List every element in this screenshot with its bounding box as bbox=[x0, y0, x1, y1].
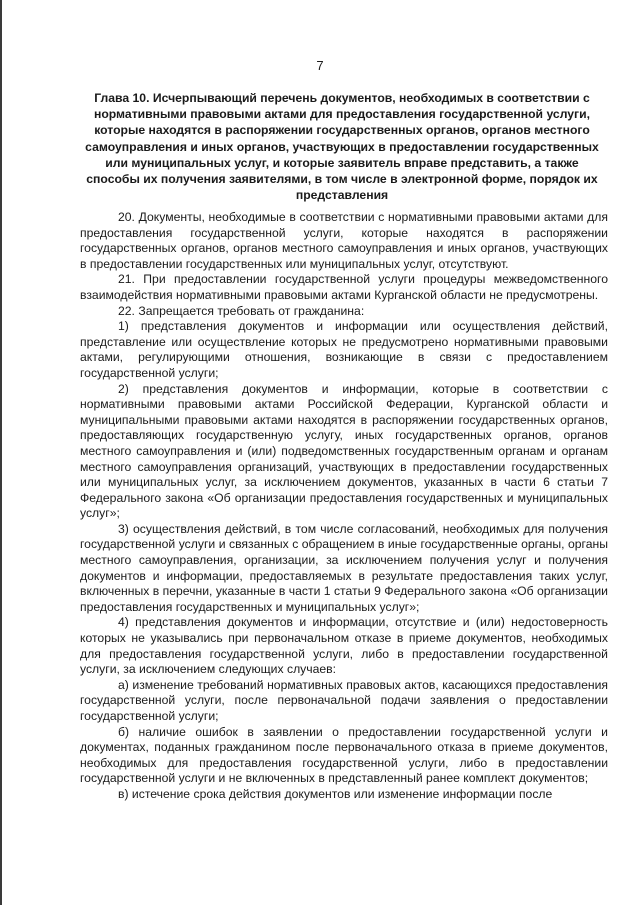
item-2: 2) представления документов и информации, которые в соответствии с нормативными правовыми актами Российской Федерации, Курганской области и муниципальными правовыми актами находятся в распоряжении государственных органов, предоставляющих государственную услугу, иных государственных органов, органов местного самоуправления и (или) подведомственных государственным органам и органам местного самоуправления организаций, участвующих в предоставлении государственных или муниципальных услуг, за исключением документов, указанных в части 6 статьи 7 Федерального закона «Об организации предоставления государственных и муниципальных услуг»; bbox=[80, 381, 608, 521]
item-3: 3) осуществления действий, в том числе согласований, необходимых для получения государственной услуги и связанных с обращением в иные государственные органы, органы местного самоуправления, организации, за исключением получения услуг и получения документов и информации, предоставляемых в результате предоставления таких услуг, включенных в перечни, указанные в части 1 статьи 9 Федерального закона «Об организации предоставления государственных и муниципальных услуг»; bbox=[80, 521, 608, 614]
document-body bbox=[80, 210, 608, 803]
subitem-a: а) изменение требований нормативных правовых актов, касающихся предоставления государственной услуги, после первоначальной подачи заявления о предоставлении государственной услуги; bbox=[80, 677, 608, 723]
scan-edge bbox=[0, 0, 2, 905]
paragraph-20: 20. Документы, необходимые в соответствии с нормативными правовыми актами для предоставления государственной услуги, которые находятся в распоряжении государственных органов, органов местного самоуправления и иных органов, участвующих в предоставлении государственных или муниципальных услуг, отсутствуют. bbox=[80, 210, 608, 271]
subitem-b: б) наличие ошибок в заявлении о предоставлении государственной услуги и документах, поданных гражданином после первоначального отказа в приеме документов, необходимых для предоставления государственной услуги, либо в предоставлении государственной услуги и не включенных в представленный ранее комплект документов; bbox=[80, 724, 608, 786]
paragraph-22: 22. Запрещается требовать от гражданина: bbox=[118, 303, 365, 318]
item-1: 1) представления документов и информации или осуществления действий, представление или осуществление которых не предусмотрено нормативными правовыми актами, регулирующими отношения, возникающие в связи с предоставлением государственной услуги; bbox=[80, 319, 608, 380]
paragraph-21: 21. При предоставлении государственной услуги процедуры межведомственного взаимодействия нормативными правовыми актами Курганской области не предусмотрены. bbox=[80, 272, 608, 302]
page-number: 7 bbox=[316, 58, 324, 73]
subitem-v: в) истечение срока действия документов или изменение информации после bbox=[118, 786, 553, 801]
chapter-heading: Глава 10. Исчерпывающий перечень документов, необходимых в соответствии с нормативными правовыми актами для предоставления государственной услуги, которые находятся в распоряжении государственных органов, органов местного самоуправления и иных органов, участвующих в предоставлении государственных или муниципальных услуг, и которые заявитель вправе представить, а также способы их получения заявителями, в том числе в электронной форме, порядок их представления bbox=[85, 91, 599, 203]
item-4: 4) представления документов и информации, отсутствие и (или) недостоверность которых не указывались при первоначальном отказе в приеме документов, необходимых для предоставления государственной услуги, либо в предоставлении государственной услуги, за исключением следующих случаев: bbox=[80, 615, 608, 677]
